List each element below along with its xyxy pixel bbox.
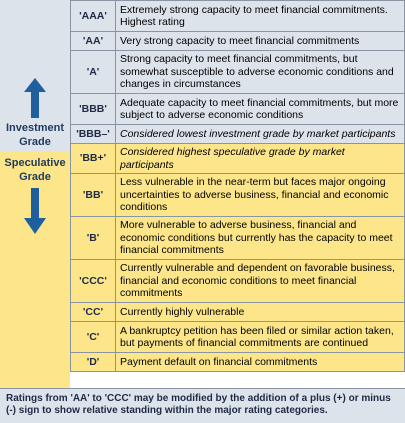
rating-description: Considered highest speculative grade by market participants [116,144,405,174]
table-row [71,32,405,51]
rating-code: 'C' [71,322,116,353]
table-row [71,144,405,174]
investment-grade-label: Investment Grade [5,122,65,148]
rating-description: Adequate capacity to meet financial commitments, but more subject to adverse economic conditions [116,94,405,125]
rating-description: Less vulnerable in the near-term but faces major ongoing uncertainties to adverse business, financial and economic conditions [116,174,405,217]
table-row [71,260,405,303]
table-row [71,217,405,260]
rating-code: 'CC' [71,303,116,322]
rating-description: Currently highly vulnerable [116,303,405,322]
rating-description: A bankruptcy petition has been filed or similar action taken, but payments of financial commitments are continued [116,322,405,353]
speculative-grade-label: Speculative Grade [4,157,66,183]
table-row [71,125,405,144]
ratings-table [70,0,405,372]
rating-code: 'B' [71,217,116,260]
rating-code: 'BB+' [71,144,116,174]
rating-code: 'A' [71,51,116,94]
table-row [71,1,405,32]
rating-code: 'D' [71,353,116,372]
rating-description: Currently vulnerable and dependent on favorable business, financial and economic conditions to meet financial commitments [116,260,405,303]
footnote: Ratings from 'AA' to 'CCC' may be modified by the addition of a plus (+) or minus (-) sign to show relative standing within the major rating categories. [0,388,405,423]
rating-code: 'AAA' [71,1,116,32]
rating-description: Strong capacity to meet financial commitments, but somewhat susceptible to adverse economic conditions and changes in circumstances [116,51,405,94]
rating-code: 'BB' [71,174,116,217]
table-row [71,353,405,372]
rating-description: Extremely strong capacity to meet financial commitments. Highest rating [116,1,405,32]
table-row [71,51,405,94]
table-row [71,174,405,217]
rating-code: 'AA' [71,32,116,51]
rating-code: 'BBB' [71,94,116,125]
rating-code: 'BBB–' [71,125,116,144]
rating-description: Payment default on financial commitments [116,353,405,372]
rating-code: 'CCC' [71,260,116,303]
rating-description: Very strong capacity to meet financial commitments [116,32,405,51]
rating-description: More vulnerable to adverse business, financial and economic conditions but currently has the capacity to meet financial commitments [116,217,405,260]
arrow-down-icon [24,188,46,234]
speculative-grade-panel [0,151,70,388]
arrow-up-icon [24,78,46,118]
table-row [71,303,405,322]
rating-description: Considered lowest investment grade by market participants [116,125,405,144]
table-row [71,94,405,125]
table-row [71,322,405,353]
